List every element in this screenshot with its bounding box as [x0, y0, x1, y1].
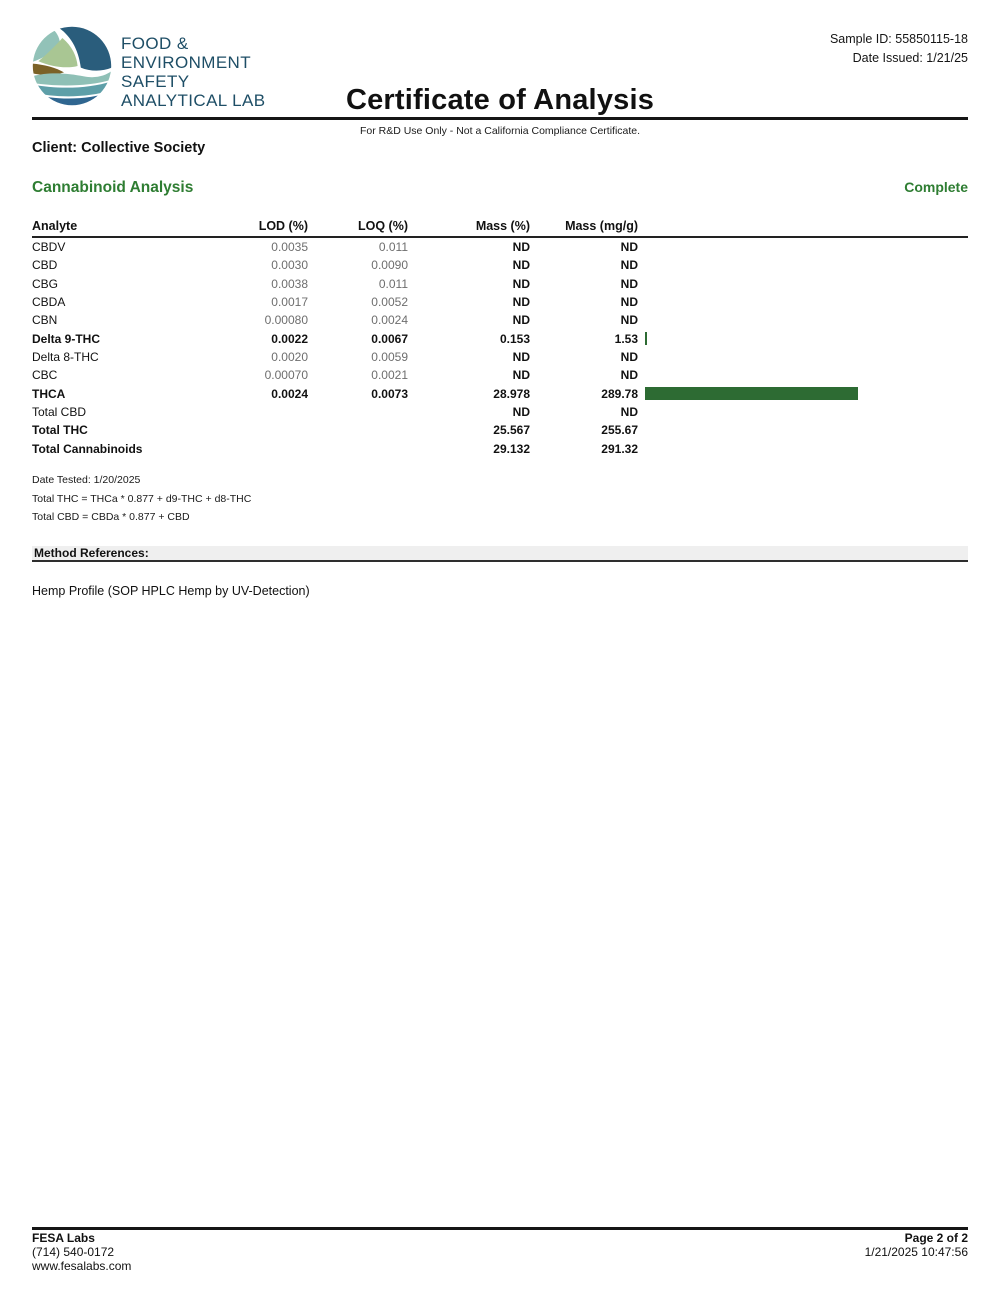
lab-name-line: ENVIRONMENT [121, 53, 252, 72]
table-row [32, 366, 968, 384]
notes-block [32, 471, 251, 527]
table-header-row [32, 219, 968, 238]
mass-pct-cell: ND [512, 258, 530, 273]
mass-pct-cell: ND [512, 276, 530, 291]
loq-cell: 0.0052 [371, 295, 408, 310]
mass-pct-cell: 29.132 [493, 441, 530, 456]
mass-bar [645, 332, 647, 345]
mass-pct-cell: ND [512, 368, 530, 383]
document-subtitle: For R&D Use Only - Not a California Compliance Certificate. [359, 125, 641, 137]
loq-cell: 0.0090 [371, 258, 408, 273]
mass-pct-cell: 25.567 [493, 423, 530, 438]
mass-pct-cell: ND [512, 295, 530, 310]
mass-mgg-cell: 289.78 [601, 386, 638, 401]
mass-mgg-cell: 255.67 [601, 423, 638, 438]
table-row [32, 275, 968, 293]
lod-cell: 0.0038 [271, 276, 308, 291]
lod-cell: 0.0017 [271, 295, 308, 310]
mass-mgg-cell: ND [620, 295, 638, 310]
client-line: Client: Collective Society [32, 140, 206, 156]
loq-cell: 0.0021 [371, 368, 408, 383]
column-header-analyte: Analyte [32, 219, 78, 233]
mass-mgg-cell: ND [620, 276, 638, 291]
lod-cell: 0.0035 [271, 240, 308, 255]
footer-timestamp: 1/21/2025 10:47:56 [864, 1245, 968, 1259]
footer-contact [32, 1231, 131, 1273]
footer-phone: (714) 540-0172 [32, 1245, 115, 1259]
analyte-cell: CBDA [32, 295, 66, 310]
analyte-cell: CBG [32, 276, 59, 291]
table-row [32, 348, 968, 366]
cannabinoid-table [32, 219, 968, 458]
sample-meta [830, 30, 968, 68]
loq-cell: 0.0059 [371, 350, 408, 365]
section-status-badge: Complete [904, 179, 968, 195]
analyte-cell: THCA [32, 386, 66, 401]
analyte-cell: Delta 9-THC [32, 331, 101, 346]
mass-mgg-cell: ND [620, 368, 638, 383]
lod-cell: 0.0022 [271, 331, 308, 346]
mass-mgg-cell: ND [620, 240, 638, 255]
table-row [32, 403, 968, 421]
loq-cell: 0.0073 [371, 386, 408, 401]
footer-page-info [865, 1231, 968, 1259]
analyte-cell: CBN [32, 313, 58, 328]
table-row [32, 293, 968, 311]
mass-pct-cell: 28.978 [493, 386, 530, 401]
mass-bar-cell [638, 387, 968, 400]
total-thc-formula-note: Total THC = THCa * 0.877 + d9-THC + d8-THC [32, 492, 252, 505]
sample-id: Sample ID: 55850115-18 [829, 32, 968, 46]
mass-pct-cell: ND [512, 313, 530, 328]
analyte-cell: Total THC [32, 423, 88, 438]
table-row [32, 311, 968, 329]
table-row [32, 421, 968, 439]
analyte-cell: Total Cannabinoids [32, 441, 143, 456]
lod-cell: 0.0024 [271, 386, 308, 401]
lab-name-line: ANALYTICAL LAB [121, 91, 266, 110]
mass-mgg-cell: ND [620, 258, 638, 273]
lod-cell: 0.0030 [271, 258, 308, 273]
total-cbd-formula-note: Total CBD = CBDa * 0.877 + CBD [32, 511, 190, 524]
column-header-lod: LOD (%) [258, 219, 308, 233]
footer-website: www.fesalabs.com [32, 1258, 132, 1273]
lod-cell: 0.00070 [264, 368, 308, 383]
mass-mgg-cell: ND [620, 405, 638, 420]
document-title: Certificate of Analysis [345, 84, 655, 116]
lab-name-line: SAFETY [121, 72, 190, 91]
lod-cell: 0.00080 [264, 313, 308, 328]
loq-cell: 0.0024 [371, 313, 408, 328]
footer-divider [32, 1227, 968, 1230]
date-tested-note: Date Tested: 1/20/2025 [32, 474, 141, 486]
column-header-mass-mgg: Mass (mg/g) [565, 219, 638, 233]
mass-mgg-cell: 291.32 [601, 441, 638, 456]
column-header-loq: LOQ (%) [358, 219, 408, 233]
mass-mgg-cell: ND [620, 313, 638, 328]
analyte-cell: Delta 8-THC [32, 350, 99, 365]
footer-company: FESA Labs [32, 1231, 95, 1245]
loq-cell: 0.011 [378, 240, 408, 255]
mass-bar-cell [638, 332, 968, 345]
section-title: Cannabinoid Analysis [32, 179, 194, 196]
table-row [32, 330, 968, 348]
date-issued: Date Issued: 1/21/25 [852, 51, 968, 65]
lod-cell: 0.0020 [271, 350, 308, 365]
loq-cell: 0.0067 [371, 331, 408, 346]
table-row [32, 256, 968, 274]
analyte-cell: Total CBD [32, 405, 87, 420]
table-row [32, 385, 968, 403]
analyte-cell: CBD [32, 258, 58, 273]
mass-mgg-cell: 1.53 [614, 331, 638, 346]
lab-name-line: FOOD & [121, 34, 189, 53]
column-header-mass-pct: Mass (%) [475, 219, 530, 233]
mass-pct-cell: ND [512, 405, 530, 420]
mass-pct-cell: ND [512, 240, 530, 255]
column-header-bar-spacer [638, 219, 968, 233]
cannabinoid-table-body [32, 238, 968, 458]
method-references-heading: Method References: [32, 546, 968, 562]
mass-pct-cell: ND [512, 350, 530, 365]
loq-cell: 0.011 [378, 276, 408, 291]
analyte-cell: CBDV [32, 240, 66, 255]
section-header [32, 179, 968, 197]
method-reference-item: Hemp Profile (SOP HPLC Hemp by UV-Detection) [32, 584, 310, 598]
table-row [32, 238, 968, 256]
mass-bar [645, 387, 858, 400]
footer-page-number: Page 2 of 2 [904, 1231, 968, 1245]
table-row [32, 440, 968, 458]
mass-pct-cell: 0.153 [499, 331, 530, 346]
mass-mgg-cell: ND [620, 350, 638, 365]
analyte-cell: CBC [32, 368, 58, 383]
title-divider [32, 117, 968, 120]
